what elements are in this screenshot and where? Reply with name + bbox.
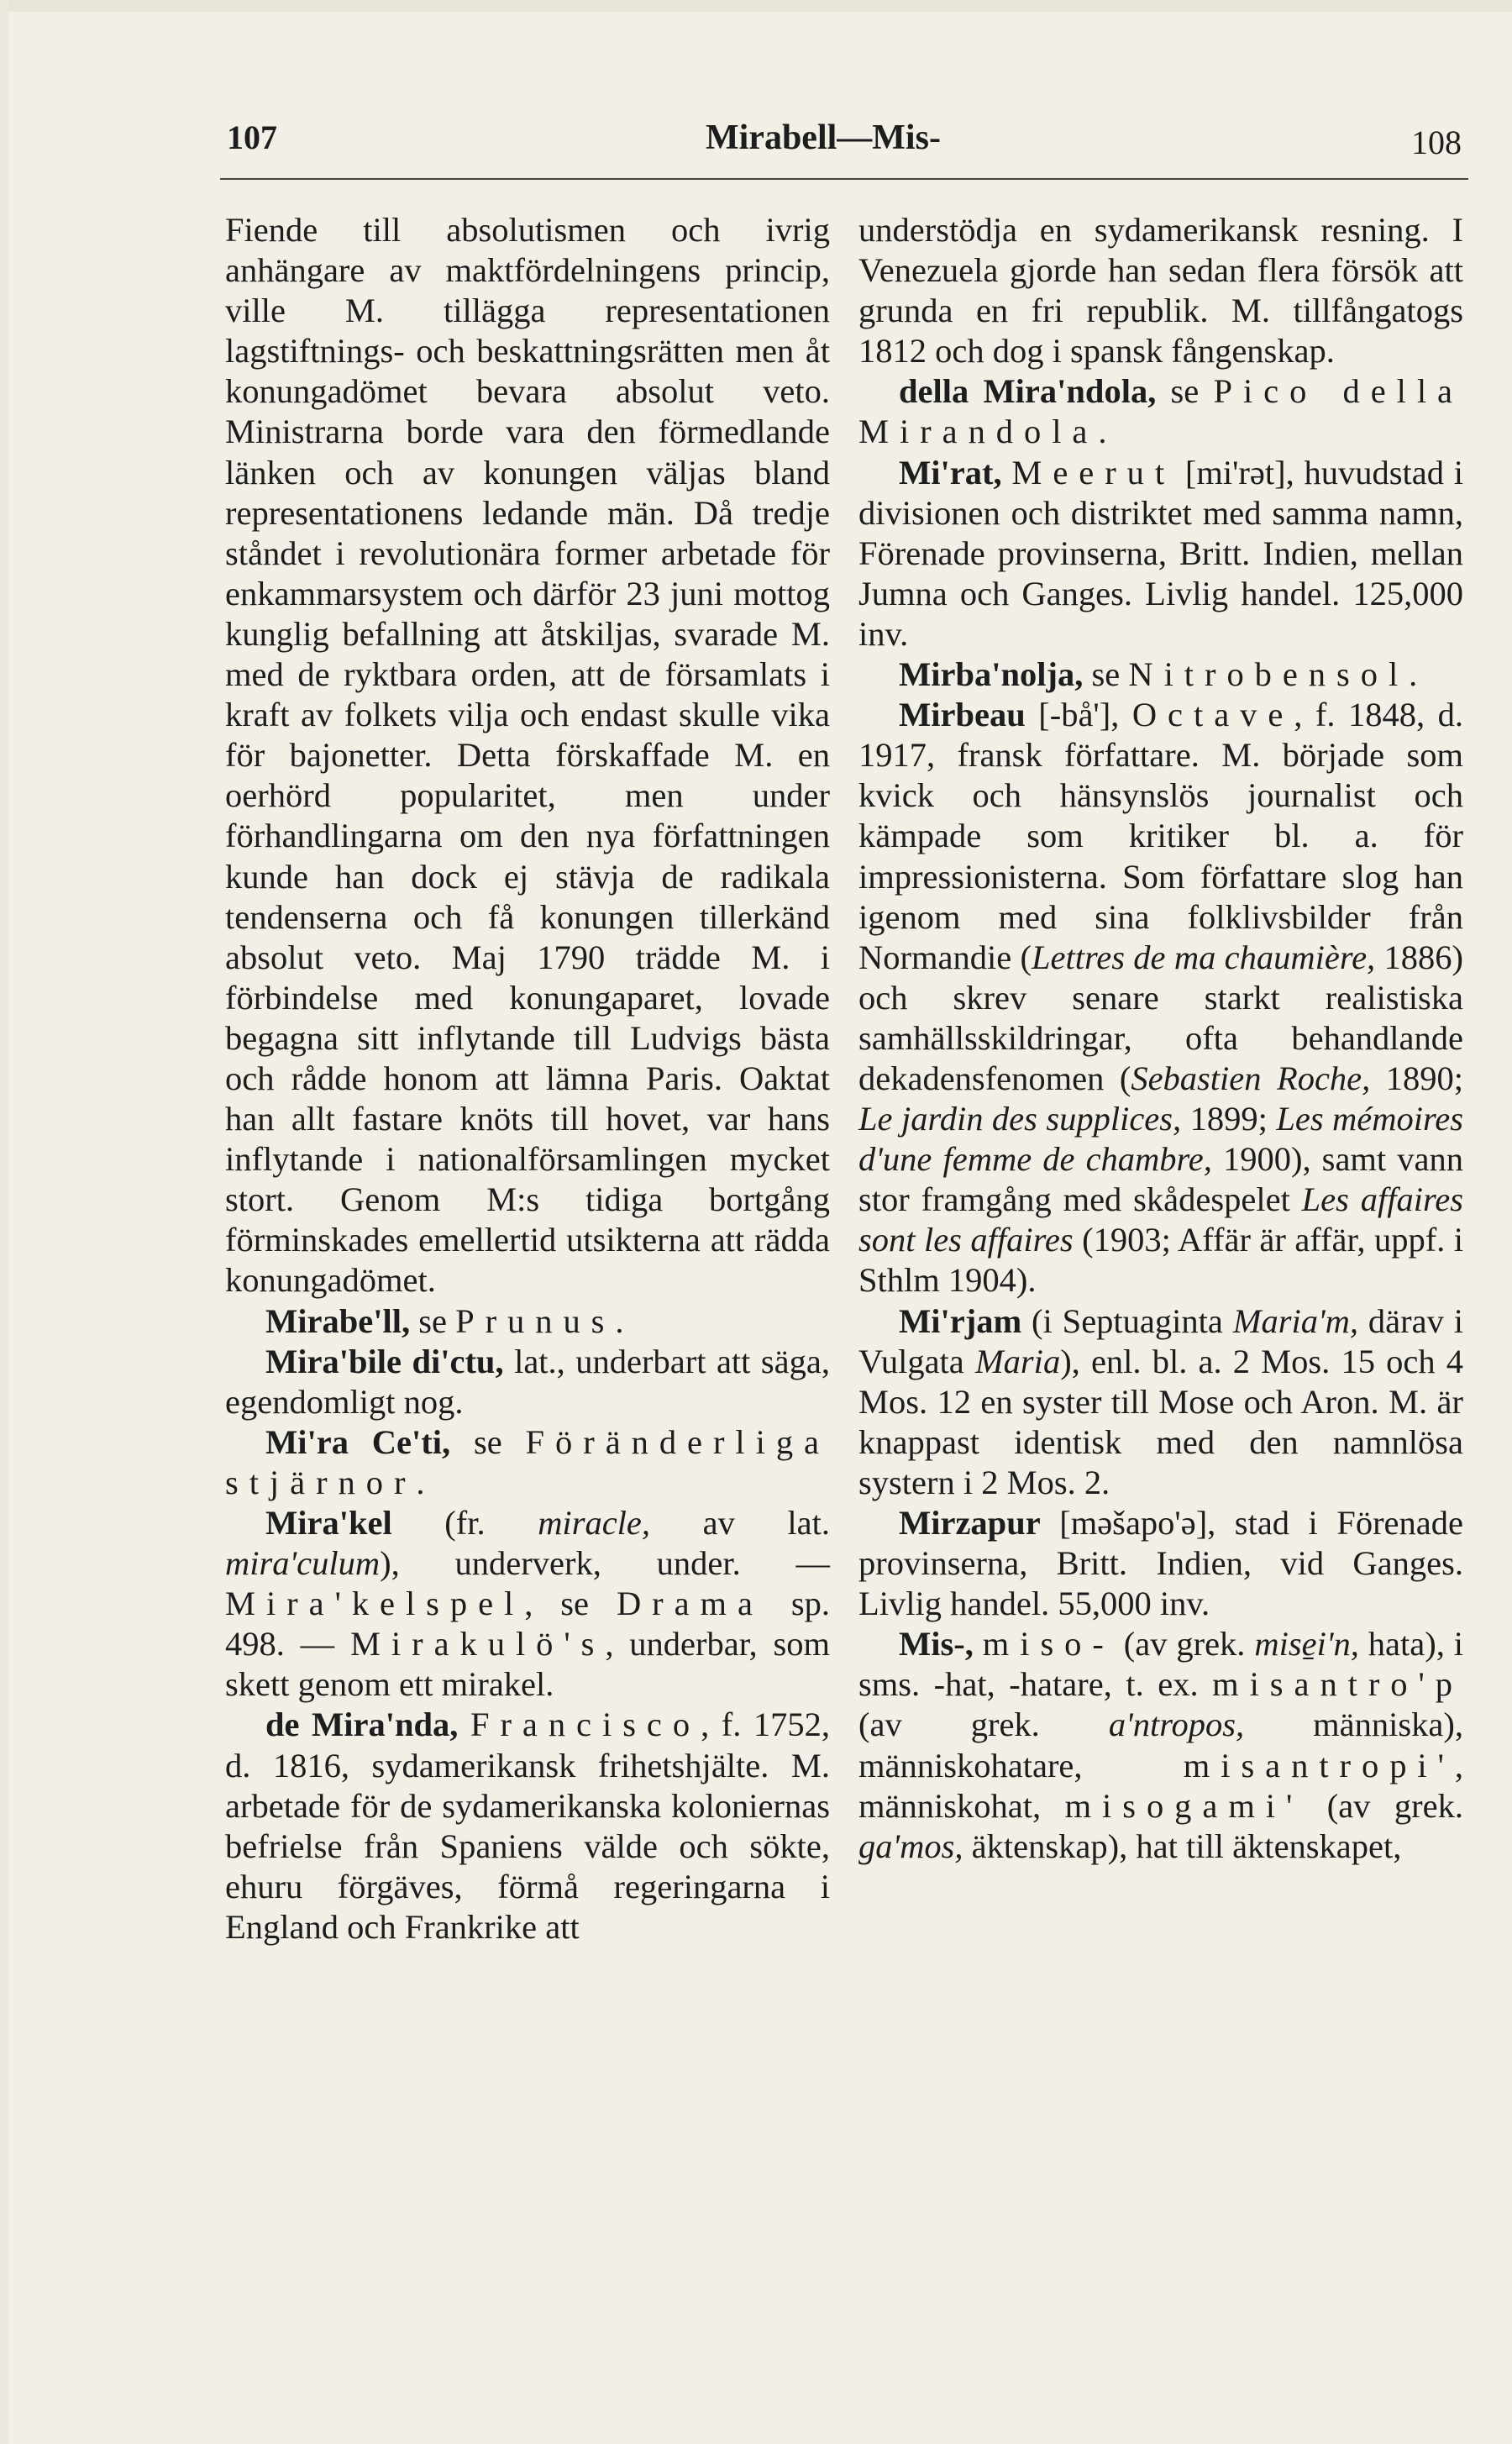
entry-text: [məšapo'ə], stad i Förenade provinserna, Britt. Indien, vid Ganges. Livlig handel. 55,000 inv.: [858, 1504, 1463, 1623]
entry-text: lat., underbart att säga, egendomligt nog.: [225, 1342, 830, 1421]
entry-text: (1903; Affär är affär, uppf. i Sthlm 1904).: [858, 1221, 1463, 1300]
left-column: [225, 210, 830, 1947]
work-title: Sebastien Roche,: [1131, 1059, 1371, 1097]
entry-text: se: [1083, 655, 1129, 694]
entry-mirbeau: [858, 695, 1463, 1301]
entry-mira-ceti: [225, 1422, 830, 1503]
italic-term: ga'mos,: [858, 1826, 963, 1865]
work-title: Le jardin des supplices,: [858, 1100, 1182, 1138]
entry-text: därav i Vulgata: [858, 1301, 1463, 1380]
entry-text: se: [1156, 372, 1214, 411]
work-title: Les mémoires d'une femme de chambre,: [858, 1100, 1463, 1179]
entry-text: 1886) och skrev senare starkt realistiska samhällsskildringar, ofta behandlande dekadensfenomen (: [858, 938, 1463, 1097]
entry-text: .: [1098, 413, 1107, 451]
entry-text: 1890;: [1370, 1059, 1463, 1097]
compound-word: misantropi': [1183, 1746, 1455, 1784]
page-number-left: 107: [227, 118, 277, 156]
entry-text: ), underverk, under. —: [380, 1544, 830, 1583]
cross-reference: Pico della Mirandola: [858, 372, 1463, 451]
alternate-name: Meerut: [1011, 453, 1176, 491]
cross-reference: Föränderliga stjärnor: [225, 1422, 830, 1501]
compound-word: misantro'p: [1212, 1665, 1463, 1704]
entry-text: , se: [524, 1585, 617, 1623]
headword: della Mira'ndola,: [899, 372, 1157, 411]
italic-term: Maria: [974, 1342, 1061, 1380]
entry-text: (av grek.: [1303, 1786, 1463, 1825]
entry-text: , f. 1752, d. 1816, sydamerikansk frihetshjälte. M. arbetade för de sydamerikanska koloniernas befrielse från Spaniens välde och sökte, ehuru förgäves, förmå regeringarna i England och Frankrike att: [225, 1706, 830, 1946]
entry-mirzapur: [858, 1503, 1463, 1624]
header-rule: [220, 178, 1468, 180]
entry-mirabile-dictu: [225, 1342, 830, 1422]
italic-term: a'ntropos,: [1108, 1706, 1245, 1744]
person-name: Octave: [1131, 696, 1294, 734]
cross-reference: Mirakulö's: [349, 1625, 606, 1663]
italic-term: Maria'm,: [1232, 1301, 1359, 1340]
entry-text: människa), människohatare,: [858, 1706, 1463, 1784]
person-name: Francisco: [470, 1706, 701, 1744]
headword: Mirba'nolja,: [899, 655, 1084, 694]
entry-text: , människohat,: [858, 1746, 1463, 1825]
page-binding-edge: [0, 0, 8, 2444]
running-title: Mirabell—Mis-: [706, 118, 941, 157]
entry-text: äktenskap), hat till äktenskapet,: [963, 1826, 1402, 1865]
entry-text: se: [410, 1301, 456, 1340]
entry-text: 1900), samt vann stor framgång med skådespelet: [858, 1140, 1463, 1219]
entry-text: ), enl. bl. a. 2 Mos. 15 och 4 Mos. 12 en syster till Mose och Aron. M. är knappast identisk med den namnlösa systern i 2 Mos. 2.: [858, 1342, 1463, 1501]
entry-text: [-bå'],: [1025, 696, 1132, 734]
headword: Mirzapur: [899, 1504, 1041, 1542]
page-number-right: 108: [1411, 124, 1462, 161]
headword: Mira'bile di'ctu,: [265, 1342, 504, 1380]
cross-reference: Prunus: [455, 1301, 616, 1340]
entry-text: , underbar, som skett genom ett mirakel.: [225, 1625, 830, 1704]
entry-text: (av grek.: [858, 1706, 1109, 1744]
cross-reference: Nitrobensol: [1128, 655, 1410, 694]
entry-mirakel: [225, 1503, 830, 1705]
entry-text: se: [450, 1422, 526, 1461]
entry-text: [974, 1625, 983, 1663]
right-column: [858, 210, 1463, 1867]
headword: Mira'kel: [265, 1504, 392, 1542]
headword: Mi'ra Ce'ti,: [265, 1422, 451, 1461]
entry-text: 1899;: [1181, 1100, 1277, 1138]
entry-mirbanolja: [858, 654, 1463, 695]
headword: Mis-,: [899, 1625, 974, 1663]
entry-text: [1002, 454, 1012, 491]
entry-miranda: [225, 1705, 830, 1947]
headword: Mi'rjam: [899, 1301, 1022, 1340]
headword: Mirbeau: [899, 696, 1026, 734]
prefix-variant: miso-: [982, 1625, 1115, 1663]
entry-text: av lat.: [650, 1504, 830, 1542]
italic-term: mira'culum: [225, 1544, 381, 1583]
headword: Mi'rat,: [899, 453, 1002, 491]
headword: Mirabe'll,: [265, 1301, 411, 1340]
italic-term: mise̱i'n,: [1254, 1625, 1359, 1663]
italic-term: miracle,: [538, 1504, 651, 1542]
work-title: Lettres de ma chaumière,: [1031, 938, 1376, 976]
entry-text: [mi'rət], huvudstad i divisionen och distriktet med samma namn, Förenade provinserna, Britt. Indien, mellan Jumna och Ganges. Livlig handel. 125,000 inv.: [858, 453, 1464, 653]
entry-continuation: understödja en sydamerikansk resning. I Venezuela gjorde han sedan flera försök att grunda en fri republik. M. tillfångatogs 1812 och dog i spansk fångenskap.: [858, 211, 1463, 371]
entry-text: sp. 498. —: [225, 1585, 830, 1663]
running-header: [227, 118, 1462, 176]
entry-text: .: [416, 1463, 425, 1501]
entry-mis: [858, 1624, 1463, 1867]
entry-mirjam: [858, 1301, 1463, 1503]
work-title: Les affaires sont les affaires: [858, 1180, 1463, 1259]
entry-text: (fr.: [391, 1504, 538, 1542]
entry-text: .: [1409, 655, 1418, 694]
entry-continuation: Fiende till absolutismen och ivrig anhängare av maktfördelningens princip, ville M. tillägga representationen lagstiftnings- och beskattningsrätten men åt konungadömet bevara absolut veto. Ministrarna borde vara den förmedlande länken och av konungen väljas bland representationens ledande män. Då tredje ståndet i revolutionära former arbetade för enkammarsystem och därför 23 juni mottog kunglig befallning att åtskiljas, svarade M. med de ryktbara orden, att de församlats i kraft av folkets vilja och endast skulle vika för bajonetter. Detta förskaffade M. en oerhörd popularitet, men under förhandlingarna om den nya författningen kunde han dock ej stävja de radikala tendenserna och få konungen tillerkänd absolut veto. Maj 1790 trädde M. i förbindelse med konungaparet, lovade begagna sitt inflytande till Ludvigs bästa och rådde honom att lämna Paris. Oaktat han allt fastare knöts till hovet, var hans inflytande i nationalförsamlingen mycket stort. Genom M:s tidiga bortgång förminskades emellertid utsikterna att rädda konungadömet.: [225, 211, 830, 1300]
entry-text: (i Septuaginta: [1021, 1301, 1233, 1340]
headword: de Mira'nda,: [265, 1706, 459, 1744]
entry-mirabell: [225, 1301, 830, 1342]
cross-reference: Mira'kelspel: [225, 1585, 525, 1623]
entry-text: .: [615, 1301, 624, 1340]
page-edge: [0, 0, 1512, 12]
entry-text: , f. 1848, d. 1917, fransk författare. M. började som kvick och hänsynslös journalist och kämpade som kritiker bl. a. för impressionisterna. Som författare slog han igenom med sina folklivsbilder från Normandie (: [858, 696, 1463, 976]
entry-text: (av grek.: [1114, 1625, 1255, 1663]
entry-text: [458, 1706, 470, 1743]
entry-mirandola: [858, 371, 1463, 452]
entry-mirat: [858, 453, 1463, 654]
entry-text: hata), i sms. -hat, -hatare, t. ex.: [858, 1625, 1463, 1704]
cross-reference: Drama: [616, 1585, 764, 1623]
compound-word: misogami': [1064, 1786, 1304, 1825]
